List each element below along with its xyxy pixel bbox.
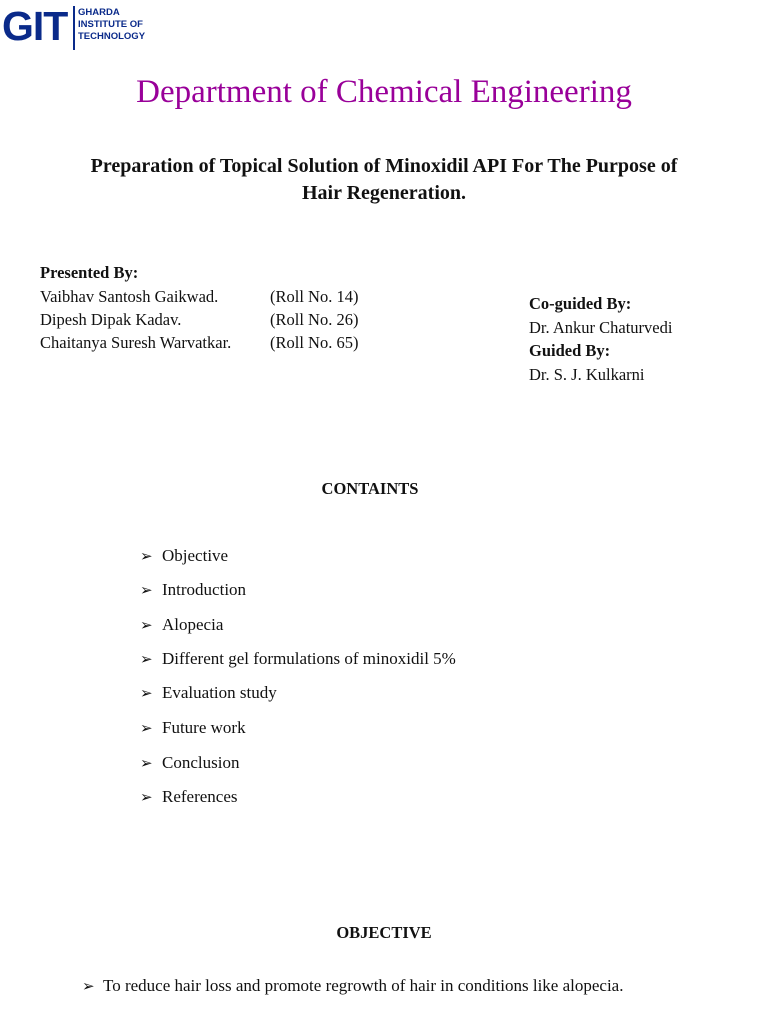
list-item (140, 614, 223, 636)
presenter-row (40, 285, 359, 308)
presenter-roll: (Roll No. 14) (270, 287, 359, 306)
arrowhead-bullet-icon: ➢ (140, 788, 153, 806)
presenter-name: Chaitanya Suresh Warvatkar. (40, 333, 232, 352)
arrowhead-bullet-icon: ➢ (140, 719, 153, 737)
presenter-row (40, 331, 359, 354)
list-item-label: Introduction (162, 580, 247, 599)
list-item (140, 545, 228, 567)
objective-heading: OBJECTIVE (336, 923, 432, 942)
arrowhead-bullet-icon: ➢ (140, 616, 153, 634)
arrowhead-bullet-icon: ➢ (140, 754, 153, 772)
list-item (140, 752, 239, 774)
list-item (140, 682, 277, 704)
list-item-label: Future work (162, 718, 246, 737)
guides-block (529, 292, 672, 386)
arrowhead-bullet-icon: ➢ (140, 547, 153, 565)
presenter-roll: (Roll No. 26) (270, 310, 359, 329)
arrowhead-bullet-icon: ➢ (140, 650, 153, 668)
list-item (140, 786, 238, 808)
co-guided-label: Co-guided By: (529, 294, 632, 313)
institute-logo (0, 0, 160, 52)
logo-line: INSTITUTE OF (78, 19, 143, 30)
list-item-label: Objective (162, 546, 229, 565)
list-item (140, 648, 456, 670)
logo-line: GHARDA (78, 7, 120, 18)
logo-text (78, 7, 145, 43)
list-item (140, 579, 246, 601)
guided-label: Guided By: (529, 341, 611, 360)
presenter-name: Dipesh Dipak Kadav. (40, 310, 182, 329)
objective-item (82, 974, 642, 998)
list-item (140, 717, 246, 739)
objective-text: To reduce hair loss and promote regrowth of hair in conditions like alopecia. (103, 976, 624, 995)
arrowhead-bullet-icon: ➢ (140, 684, 153, 702)
list-item-label: Alopecia (162, 615, 224, 634)
presenter-name: Vaibhav Santosh Gaikwad. (40, 287, 219, 306)
logo-mark: GIT (2, 3, 68, 49)
presenter-row (40, 308, 359, 331)
logo-line: TECHNOLOGY (78, 31, 146, 42)
list-item-label: Evaluation study (162, 683, 277, 702)
list-item-label: References (162, 787, 238, 806)
arrowhead-bullet-icon: ➢ (140, 581, 153, 599)
logo-divider (73, 6, 75, 50)
arrowhead-bullet-icon: ➢ (82, 977, 95, 995)
project-title: Preparation of Topical Solution of Minoxidil API For The Purpose of Hair Regeneration. (90, 155, 678, 204)
contents-heading: CONTAINTS (321, 479, 419, 498)
presented-by-heading: Presented By: (40, 263, 139, 282)
list-item-label: Conclusion (162, 753, 240, 772)
department-title: Department of Chemical Engineering (136, 74, 632, 110)
presenter-roll: (Roll No. 65) (270, 333, 359, 352)
co-guide-name: Dr. Ankur Chaturvedi (529, 317, 673, 337)
guide-name: Dr. S. J. Kulkarni (529, 364, 645, 384)
list-item-label: Different gel formulations of minoxidil 5% (162, 649, 456, 668)
